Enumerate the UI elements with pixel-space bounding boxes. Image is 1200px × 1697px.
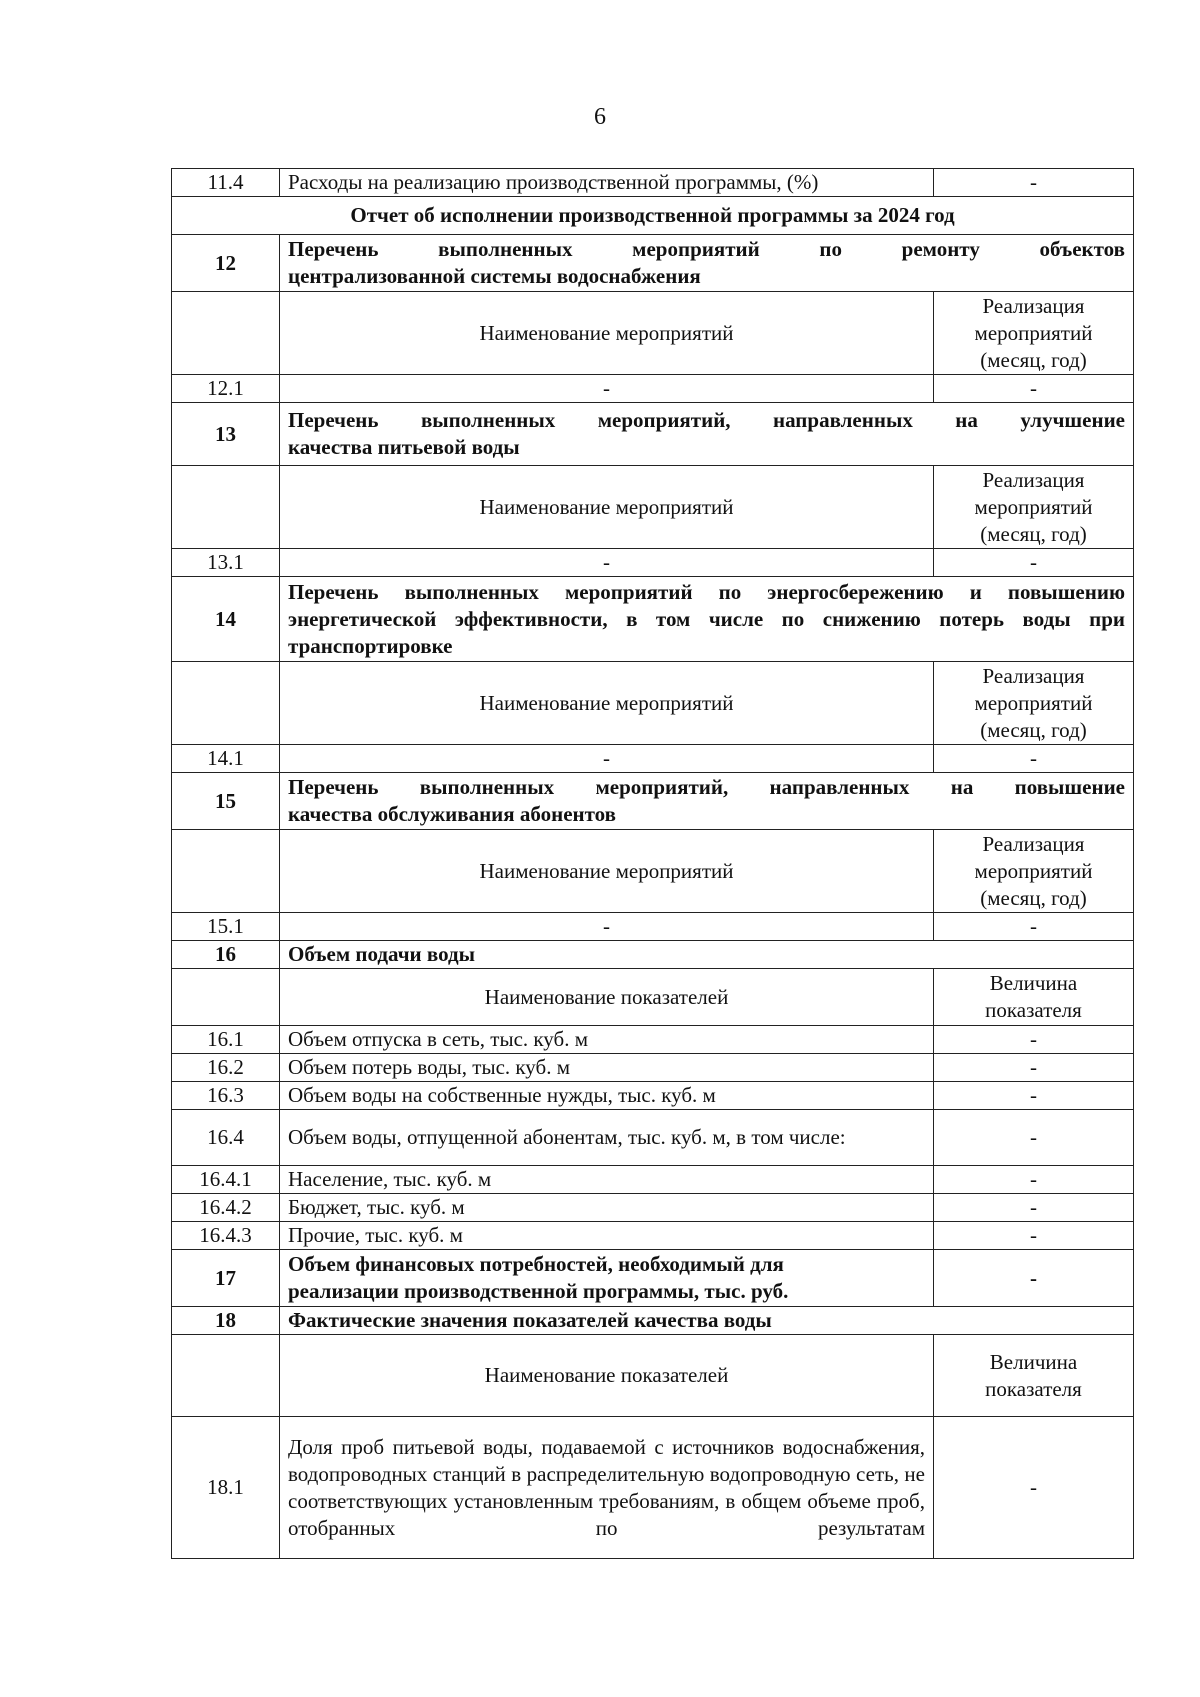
section-title-line: энергетической эффективности, в том числе по снижению потерь воды при: [288, 606, 1125, 631]
row-number: 16.3: [172, 1082, 280, 1110]
column-header-value: Реализация мероприятий (месяц, год): [934, 466, 1134, 549]
section-title-line: Перечень выполненных мероприятий, направленных на улучшение: [288, 408, 1125, 432]
section-title: [280, 577, 1134, 662]
column-header-value: Реализация мероприятий (месяц, год): [934, 292, 1134, 375]
row-value: -: [934, 1166, 1134, 1194]
row-value: -: [934, 169, 1134, 197]
section-title-line: Перечень выполненных мероприятий по энергосбережению и повышению: [288, 579, 1125, 604]
row-number: 16.4.2: [172, 1194, 280, 1222]
table-row: [172, 913, 1134, 941]
section-row: [172, 941, 1134, 969]
row-text: Доля проб питьевой воды, подаваемой с источников водоснабжения, водопроводных станций в распределительную водопроводную сеть, не соответствующих установленным требованиям, в общем объеме проб, отобранных по результатам: [280, 1417, 934, 1559]
section-row: [172, 235, 1134, 292]
row-value: -: [934, 375, 1134, 403]
column-header-row: [172, 466, 1134, 549]
column-header-name: Наименование показателей: [280, 1335, 934, 1417]
row-value: -: [934, 549, 1134, 577]
table-row: [172, 375, 1134, 403]
empty-cell: [172, 969, 280, 1026]
section-row: [172, 773, 1134, 830]
row-text: -: [280, 375, 934, 403]
table-row: [172, 745, 1134, 773]
column-header-name: Наименование мероприятий: [280, 830, 934, 913]
row-text: -: [280, 913, 934, 941]
section-row: [172, 1250, 1134, 1307]
row-number: 15.1: [172, 913, 280, 941]
row-text: Объем потерь воды, тыс. куб. м: [280, 1054, 934, 1082]
row-text: Объем отпуска в сеть, тыс. куб. м: [280, 1026, 934, 1054]
row-value: -: [934, 1194, 1134, 1222]
row-value: -: [934, 913, 1134, 941]
empty-cell: [172, 1335, 280, 1417]
table-row: [172, 1222, 1134, 1250]
row-value: -: [934, 1026, 1134, 1054]
section-title: [280, 235, 1134, 292]
row-number: 18.1: [172, 1417, 280, 1559]
row-value: -: [934, 1110, 1134, 1166]
section-title-line: транспортировке: [288, 633, 453, 658]
column-header-name: Наименование мероприятий: [280, 292, 934, 375]
table-row: [172, 169, 1134, 197]
row-text: Прочие, тыс. куб. м: [280, 1222, 934, 1250]
empty-cell: [172, 466, 280, 549]
row-value: -: [934, 1417, 1134, 1559]
column-header-value: Реализация мероприятий (месяц, год): [934, 662, 1134, 745]
section-title-line: Перечень выполненных мероприятий, направленных на повышение: [288, 775, 1125, 799]
column-header-row: [172, 969, 1134, 1026]
table-row: [172, 1166, 1134, 1194]
section-title-line: качества обслуживания абонентов: [288, 802, 616, 826]
section-row: [172, 577, 1134, 662]
row-text: Население, тыс. куб. м: [280, 1166, 934, 1194]
table-row: [172, 1054, 1134, 1082]
table-row: [172, 1082, 1134, 1110]
row-value: -: [934, 1082, 1134, 1110]
section-title: [280, 403, 1134, 466]
table-row: [172, 549, 1134, 577]
section-row: [172, 403, 1134, 466]
row-value: -: [934, 1250, 1134, 1307]
column-header-name: Наименование мероприятий: [280, 662, 934, 745]
section-title-line: централизованной системы водоснабжения: [288, 264, 701, 288]
table-row: [172, 197, 1134, 235]
column-header-value: Величина показателя: [934, 969, 1134, 1026]
section-row: [172, 1307, 1134, 1335]
section-title: Объем подачи воды: [280, 941, 1134, 969]
column-header-value: Реализация мероприятий (месяц, год): [934, 830, 1134, 913]
column-header-value: Величина показателя: [934, 1335, 1134, 1417]
table-row: [172, 1026, 1134, 1054]
row-number: 16.4: [172, 1110, 280, 1166]
column-header-row: [172, 662, 1134, 745]
column-header-name: Наименование показателей: [280, 969, 934, 1026]
section-title: [280, 773, 1134, 830]
empty-cell: [172, 830, 280, 913]
row-text: Бюджет, тыс. куб. м: [280, 1194, 934, 1222]
section-title: [280, 1250, 934, 1307]
report-title: Отчет об исполнении производственной программы за 2024 год: [172, 197, 1134, 235]
section-title-line: Перечень выполненных мероприятий по ремонту объектов: [288, 237, 1125, 261]
section-number: 17: [172, 1250, 280, 1307]
column-header-name: Наименование мероприятий: [280, 466, 934, 549]
empty-cell: [172, 662, 280, 745]
row-text: [280, 1110, 934, 1166]
row-text: -: [280, 549, 934, 577]
section-number: 14: [172, 577, 280, 662]
column-header-row: [172, 292, 1134, 375]
row-value: -: [934, 1054, 1134, 1082]
table-row: [172, 1417, 1134, 1559]
page-number: 6: [594, 104, 606, 130]
table-row: [172, 1110, 1134, 1166]
row-value: -: [934, 1222, 1134, 1250]
row-text: Расходы на реализацию производственной программы, (%): [280, 169, 934, 197]
column-header-row: [172, 830, 1134, 913]
section-title: Фактические значения показателей качества воды: [280, 1307, 1134, 1335]
row-text: Объем воды на собственные нужды, тыс. куб. м: [280, 1082, 934, 1110]
section-number: 16: [172, 941, 280, 969]
section-title-wrap: Объем финансовых потребностей, необходимый для реализации производственной программы, тыс. руб.: [288, 1252, 789, 1303]
row-number: 13.1: [172, 549, 280, 577]
row-value: -: [934, 745, 1134, 773]
row-text-wrap: Объем воды, отпущенной абонентам, тыс. куб. м, в том числе:: [288, 1125, 846, 1149]
table-row: [172, 1194, 1134, 1222]
section-number: 12: [172, 235, 280, 292]
section-number: 18: [172, 1307, 280, 1335]
row-text: -: [280, 745, 934, 773]
row-number: 14.1: [172, 745, 280, 773]
empty-cell: [172, 292, 280, 375]
section-number: 13: [172, 403, 280, 466]
row-number: 16.4.1: [172, 1166, 280, 1194]
section-title-line: качества питьевой воды: [288, 435, 520, 459]
report-table: [171, 168, 1134, 1559]
row-number: 16.4.3: [172, 1222, 280, 1250]
column-header-row: [172, 1335, 1134, 1417]
row-number: 12.1: [172, 375, 280, 403]
row-number: 16.1: [172, 1026, 280, 1054]
row-number: 16.2: [172, 1054, 280, 1082]
section-number: 15: [172, 773, 280, 830]
row-number: 11.4: [172, 169, 280, 197]
